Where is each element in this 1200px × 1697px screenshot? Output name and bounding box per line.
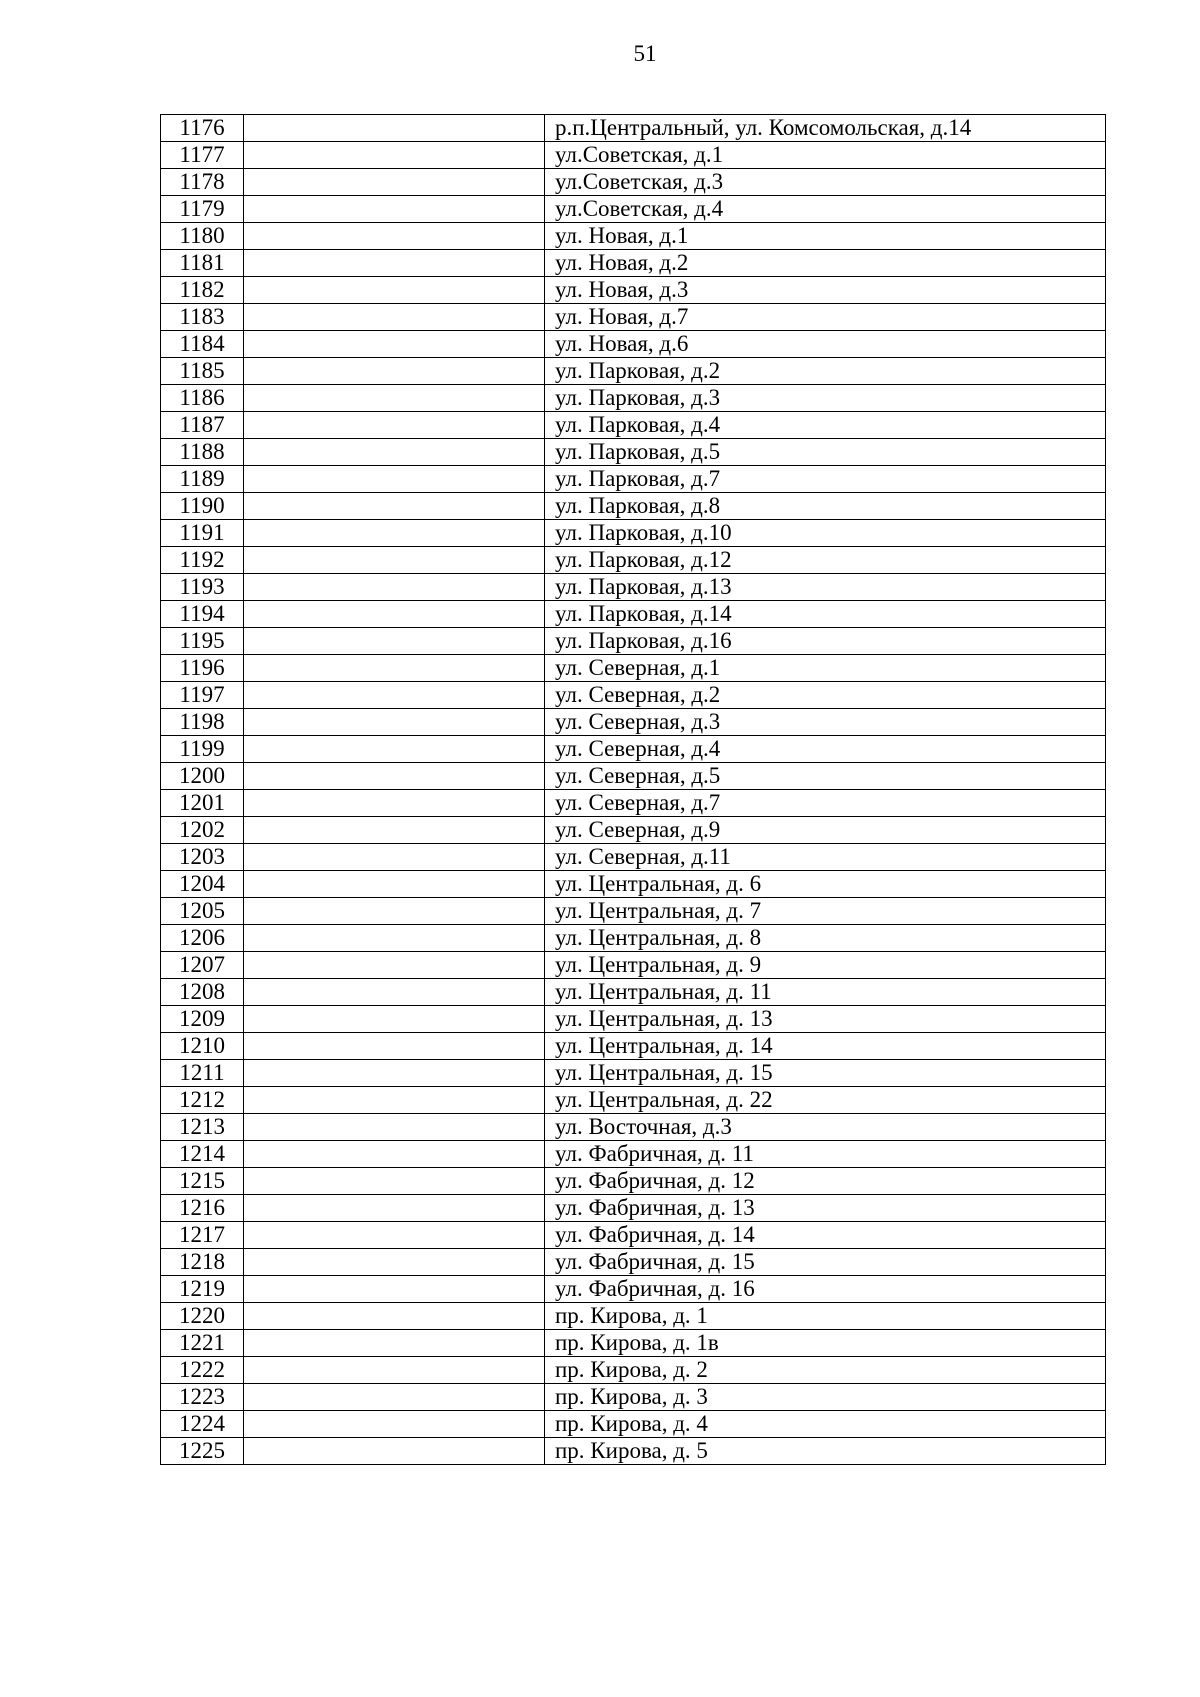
object-name-cell	[244, 952, 545, 979]
object-name-cell	[244, 115, 545, 142]
row-number-cell: 1185	[161, 358, 244, 385]
row-number-cell: 1210	[161, 1033, 244, 1060]
table-row	[161, 736, 1106, 763]
row-number-cell: 1180	[161, 223, 244, 250]
address-cell: ул. Северная, д.9	[545, 817, 1106, 844]
row-number-cell: 1186	[161, 385, 244, 412]
object-name-cell	[244, 304, 545, 331]
table-row	[161, 601, 1106, 628]
row-number-cell: 1201	[161, 790, 244, 817]
object-name-cell	[244, 1411, 545, 1438]
address-cell: пр. Кирова, д. 1в	[545, 1330, 1106, 1357]
object-name-cell	[244, 682, 545, 709]
object-name-cell	[244, 385, 545, 412]
object-name-cell	[244, 628, 545, 655]
table-row	[161, 196, 1106, 223]
row-number-cell: 1202	[161, 817, 244, 844]
row-number-cell: 1217	[161, 1222, 244, 1249]
address-cell: ул. Центральная, д. 7	[545, 898, 1106, 925]
table-row	[161, 1384, 1106, 1411]
address-cell: пр. Кирова, д. 2	[545, 1357, 1106, 1384]
address-cell: ул. Северная, д.7	[545, 790, 1106, 817]
row-number-cell: 1214	[161, 1141, 244, 1168]
address-cell: ул. Парковая, д.7	[545, 466, 1106, 493]
row-number-cell: 1176	[161, 115, 244, 142]
object-name-cell	[244, 277, 545, 304]
row-number-cell: 1179	[161, 196, 244, 223]
table-row	[161, 871, 1106, 898]
address-cell: ул. Центральная, д. 6	[545, 871, 1106, 898]
row-number-cell: 1220	[161, 1303, 244, 1330]
row-number-cell: 1188	[161, 439, 244, 466]
table-row	[161, 412, 1106, 439]
table-row	[161, 1006, 1106, 1033]
object-name-cell	[244, 898, 545, 925]
address-cell: пр. Кирова, д. 3	[545, 1384, 1106, 1411]
row-number-cell: 1194	[161, 601, 244, 628]
table-row	[161, 682, 1106, 709]
object-name-cell	[244, 574, 545, 601]
address-cell: ул. Северная, д.1	[545, 655, 1106, 682]
row-number-cell: 1196	[161, 655, 244, 682]
row-number-cell: 1203	[161, 844, 244, 871]
address-cell: ул. Парковая, д.3	[545, 385, 1106, 412]
address-cell: р.п.Центральный, ул. Комсомольская, д.14	[545, 115, 1106, 142]
table-row	[161, 1249, 1106, 1276]
object-name-cell	[244, 1087, 545, 1114]
object-name-cell	[244, 547, 545, 574]
table-row	[161, 1357, 1106, 1384]
object-name-cell	[244, 520, 545, 547]
row-number-cell: 1204	[161, 871, 244, 898]
row-number-cell: 1213	[161, 1114, 244, 1141]
row-number-cell: 1207	[161, 952, 244, 979]
page-number: 51	[633, 41, 657, 66]
object-name-cell	[244, 1114, 545, 1141]
address-cell: ул.Советская, д.1	[545, 142, 1106, 169]
row-number-cell: 1184	[161, 331, 244, 358]
row-number-cell: 1211	[161, 1060, 244, 1087]
object-name-cell	[244, 1168, 545, 1195]
row-number-cell: 1225	[161, 1438, 244, 1465]
table-row	[161, 628, 1106, 655]
table-row	[161, 250, 1106, 277]
row-number-cell: 1218	[161, 1249, 244, 1276]
address-cell: ул. Центральная, д. 22	[545, 1087, 1106, 1114]
table-row	[161, 925, 1106, 952]
object-name-cell	[244, 439, 545, 466]
table-row	[161, 979, 1106, 1006]
row-number-cell: 1199	[161, 736, 244, 763]
address-cell: ул. Парковая, д.2	[545, 358, 1106, 385]
object-name-cell	[244, 1195, 545, 1222]
row-number-cell: 1208	[161, 979, 244, 1006]
table-row	[161, 1033, 1106, 1060]
address-cell: ул. Центральная, д. 14	[545, 1033, 1106, 1060]
address-cell: ул. Парковая, д.5	[545, 439, 1106, 466]
table-row	[161, 1195, 1106, 1222]
row-number-cell: 1181	[161, 250, 244, 277]
row-number-cell: 1197	[161, 682, 244, 709]
address-cell: ул. Северная, д.4	[545, 736, 1106, 763]
table-row	[161, 1222, 1106, 1249]
row-number-cell: 1222	[161, 1357, 244, 1384]
table-row	[161, 1303, 1106, 1330]
object-name-cell	[244, 790, 545, 817]
object-name-cell	[244, 169, 545, 196]
table-row	[161, 1114, 1106, 1141]
table-row	[161, 439, 1106, 466]
object-name-cell	[244, 1222, 545, 1249]
row-number-cell: 1212	[161, 1087, 244, 1114]
object-name-cell	[244, 1006, 545, 1033]
table-row	[161, 1087, 1106, 1114]
table-row	[161, 763, 1106, 790]
row-number-cell: 1177	[161, 142, 244, 169]
address-cell: ул. Парковая, д.4	[545, 412, 1106, 439]
row-number-cell: 1221	[161, 1330, 244, 1357]
object-name-cell	[244, 925, 545, 952]
row-number-cell: 1224	[161, 1411, 244, 1438]
object-name-cell	[244, 1033, 545, 1060]
object-name-cell	[244, 223, 545, 250]
row-number-cell: 1200	[161, 763, 244, 790]
address-cell: ул. Центральная, д. 9	[545, 952, 1106, 979]
address-table-body	[161, 115, 1106, 1465]
table-row	[161, 1060, 1106, 1087]
table-row	[161, 115, 1106, 142]
row-number-cell: 1183	[161, 304, 244, 331]
object-name-cell	[244, 655, 545, 682]
table-row	[161, 520, 1106, 547]
table-row	[161, 952, 1106, 979]
object-name-cell	[244, 196, 545, 223]
address-cell: ул. Новая, д.6	[545, 331, 1106, 358]
table-row	[161, 385, 1106, 412]
row-number-cell: 1182	[161, 277, 244, 304]
row-number-cell: 1193	[161, 574, 244, 601]
row-number-cell: 1206	[161, 925, 244, 952]
table-row	[161, 574, 1106, 601]
table-row	[161, 709, 1106, 736]
row-number-cell: 1219	[161, 1276, 244, 1303]
table-row	[161, 1276, 1106, 1303]
table-row	[161, 358, 1106, 385]
object-name-cell	[244, 1384, 545, 1411]
address-cell: ул. Центральная, д. 15	[545, 1060, 1106, 1087]
address-cell: ул. Парковая, д.8	[545, 493, 1106, 520]
address-cell: ул. Фабричная, д. 16	[545, 1276, 1106, 1303]
table-row	[161, 331, 1106, 358]
address-cell: ул. Восточная, д.3	[545, 1114, 1106, 1141]
object-name-cell	[244, 331, 545, 358]
object-name-cell	[244, 871, 545, 898]
table-row	[161, 493, 1106, 520]
row-number-cell: 1215	[161, 1168, 244, 1195]
address-cell: пр. Кирова, д. 1	[545, 1303, 1106, 1330]
object-name-cell	[244, 763, 545, 790]
table-row	[161, 1411, 1106, 1438]
object-name-cell	[244, 817, 545, 844]
object-name-cell	[244, 979, 545, 1006]
table-row	[161, 169, 1106, 196]
address-cell: ул. Парковая, д.10	[545, 520, 1106, 547]
row-number-cell: 1191	[161, 520, 244, 547]
table-row	[161, 1330, 1106, 1357]
table-row	[161, 898, 1106, 925]
object-name-cell	[244, 1357, 545, 1384]
table-row	[161, 844, 1106, 871]
object-name-cell	[244, 1303, 545, 1330]
address-table	[160, 114, 1106, 1465]
table-row	[161, 1438, 1106, 1465]
object-name-cell	[244, 358, 545, 385]
row-number-cell: 1216	[161, 1195, 244, 1222]
address-cell: ул. Северная, д.2	[545, 682, 1106, 709]
table-row	[161, 142, 1106, 169]
object-name-cell	[244, 1330, 545, 1357]
object-name-cell	[244, 142, 545, 169]
address-cell: ул. Парковая, д.16	[545, 628, 1106, 655]
object-name-cell	[244, 1276, 545, 1303]
table-row	[161, 790, 1106, 817]
object-name-cell	[244, 1141, 545, 1168]
address-cell: ул. Фабричная, д. 14	[545, 1222, 1106, 1249]
table-row	[161, 1141, 1106, 1168]
row-number-cell: 1192	[161, 547, 244, 574]
object-name-cell	[244, 1060, 545, 1087]
object-name-cell	[244, 1249, 545, 1276]
address-cell: ул. Парковая, д.12	[545, 547, 1106, 574]
row-number-cell: 1178	[161, 169, 244, 196]
address-cell: ул. Центральная, д. 11	[545, 979, 1106, 1006]
row-number-cell: 1189	[161, 466, 244, 493]
object-name-cell	[244, 736, 545, 763]
address-cell: ул. Фабричная, д. 15	[545, 1249, 1106, 1276]
address-cell: ул.Советская, д.4	[545, 196, 1106, 223]
table-row	[161, 466, 1106, 493]
row-number-cell: 1223	[161, 1384, 244, 1411]
table-row	[161, 547, 1106, 574]
address-cell: пр. Кирова, д. 4	[545, 1411, 1106, 1438]
address-cell: ул. Новая, д.7	[545, 304, 1106, 331]
address-cell: ул. Северная, д.3	[545, 709, 1106, 736]
table-row	[161, 304, 1106, 331]
address-cell: ул. Северная, д.11	[545, 844, 1106, 871]
row-number-cell: 1195	[161, 628, 244, 655]
address-cell: ул. Фабричная, д. 11	[545, 1141, 1106, 1168]
object-name-cell	[244, 466, 545, 493]
address-cell: пр. Кирова, д. 5	[545, 1438, 1106, 1465]
address-cell: ул. Северная, д.5	[545, 763, 1106, 790]
object-name-cell	[244, 250, 545, 277]
table-row	[161, 817, 1106, 844]
object-name-cell	[244, 709, 545, 736]
object-name-cell	[244, 412, 545, 439]
address-cell: ул. Фабричная, д. 13	[545, 1195, 1106, 1222]
object-name-cell	[244, 493, 545, 520]
row-number-cell: 1198	[161, 709, 244, 736]
row-number-cell: 1190	[161, 493, 244, 520]
address-cell: ул. Парковая, д.14	[545, 601, 1106, 628]
table-row	[161, 1168, 1106, 1195]
address-cell: ул. Парковая, д.13	[545, 574, 1106, 601]
row-number-cell: 1209	[161, 1006, 244, 1033]
address-cell: ул. Центральная, д. 13	[545, 1006, 1106, 1033]
object-name-cell	[244, 1438, 545, 1465]
object-name-cell	[244, 601, 545, 628]
table-row	[161, 223, 1106, 250]
row-number-cell: 1187	[161, 412, 244, 439]
address-cell: ул. Новая, д.1	[545, 223, 1106, 250]
address-cell: ул.Советская, д.3	[545, 169, 1106, 196]
table-row	[161, 655, 1106, 682]
object-name-cell	[244, 844, 545, 871]
row-number-cell: 1205	[161, 898, 244, 925]
table-row	[161, 277, 1106, 304]
address-cell: ул. Новая, д.2	[545, 250, 1106, 277]
address-cell: ул. Новая, д.3	[545, 277, 1106, 304]
address-cell: ул. Центральная, д. 8	[545, 925, 1106, 952]
address-cell: ул. Фабричная, д. 12	[545, 1168, 1106, 1195]
